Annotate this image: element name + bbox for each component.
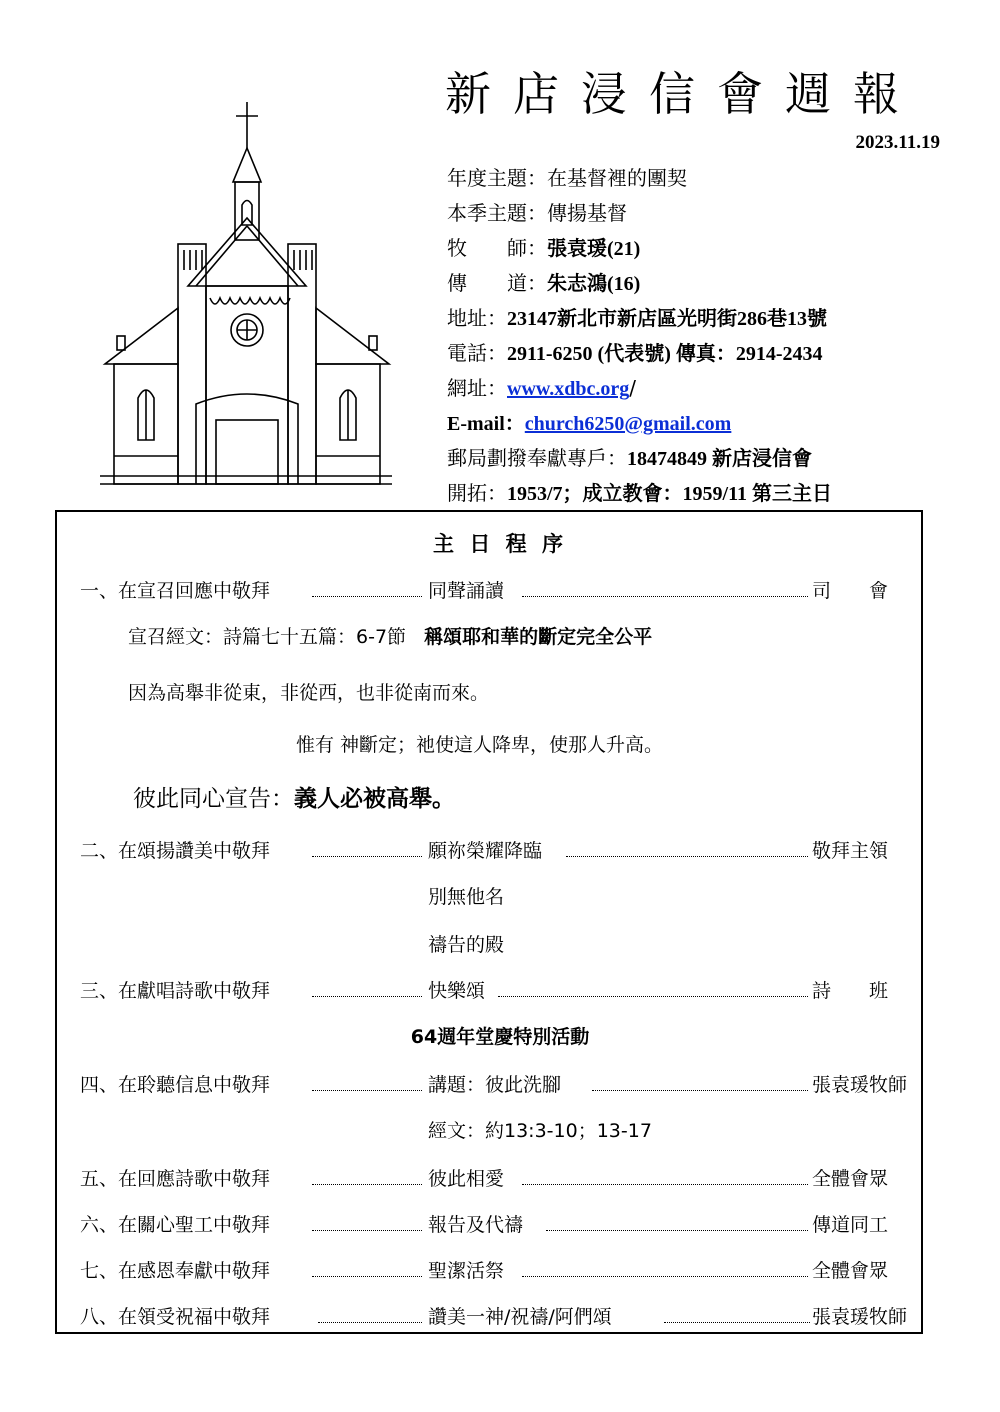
song-extra: 別無他名 — [428, 886, 505, 908]
church-illustration — [100, 100, 392, 490]
postal-account-line: 郵局劃撥奉獻專戶：18474849 新店浸信會 — [447, 446, 812, 470]
founded-line: 開拓：1953/7；成立教會：1959/11 第三主日 — [447, 481, 833, 505]
declaration: 彼此同心宣告：義人必被高舉。 — [133, 786, 455, 812]
verse-line-1: 因為高舉非從東，非從西，也非從南而來。 — [128, 682, 490, 704]
address-line: 地址：23147新北市新店區光明街286巷13號 — [447, 306, 827, 330]
season-theme: 本季主題：傳揚基督 — [447, 201, 627, 225]
preacher-line: 傳 道：朱志鴻(16) — [447, 271, 641, 295]
bulletin-title: 新店浸信會週報 — [445, 67, 921, 121]
bulletin-date: 2023.11.19 — [855, 132, 940, 153]
email-line: E-mail：church6250@gmail.com — [447, 413, 732, 435]
program-heading: 主 日 程 序 — [433, 532, 567, 556]
call-scripture: 宣召經文：詩篇七十五篇：6-7節 稱頌耶和華的斷定完全公平 — [128, 626, 653, 648]
pastor-line: 牧 師：張袁瑗(21) — [447, 236, 641, 260]
phone-line: 電話：2911-6250 (代表號) 傳真：2914-2434 — [447, 341, 823, 365]
special-event: 64週年堂慶特別活動 — [410, 1026, 590, 1048]
song-extra: 禱告的殿 — [428, 934, 505, 956]
verse-line-2: 惟有 神斷定；祂使這人降卑，使那人升高。 — [296, 734, 664, 756]
annual-theme: 年度主題：在基督裡的團契 — [447, 166, 687, 190]
email-link[interactable]: church6250@gmail.com — [524, 413, 732, 435]
website-link[interactable]: www.xdbc.org — [507, 378, 630, 400]
sermon-scripture: 經文：約13:3-10；13-17 — [428, 1120, 652, 1142]
website-line: 網址：www.xdbc.org/ — [447, 376, 636, 400]
